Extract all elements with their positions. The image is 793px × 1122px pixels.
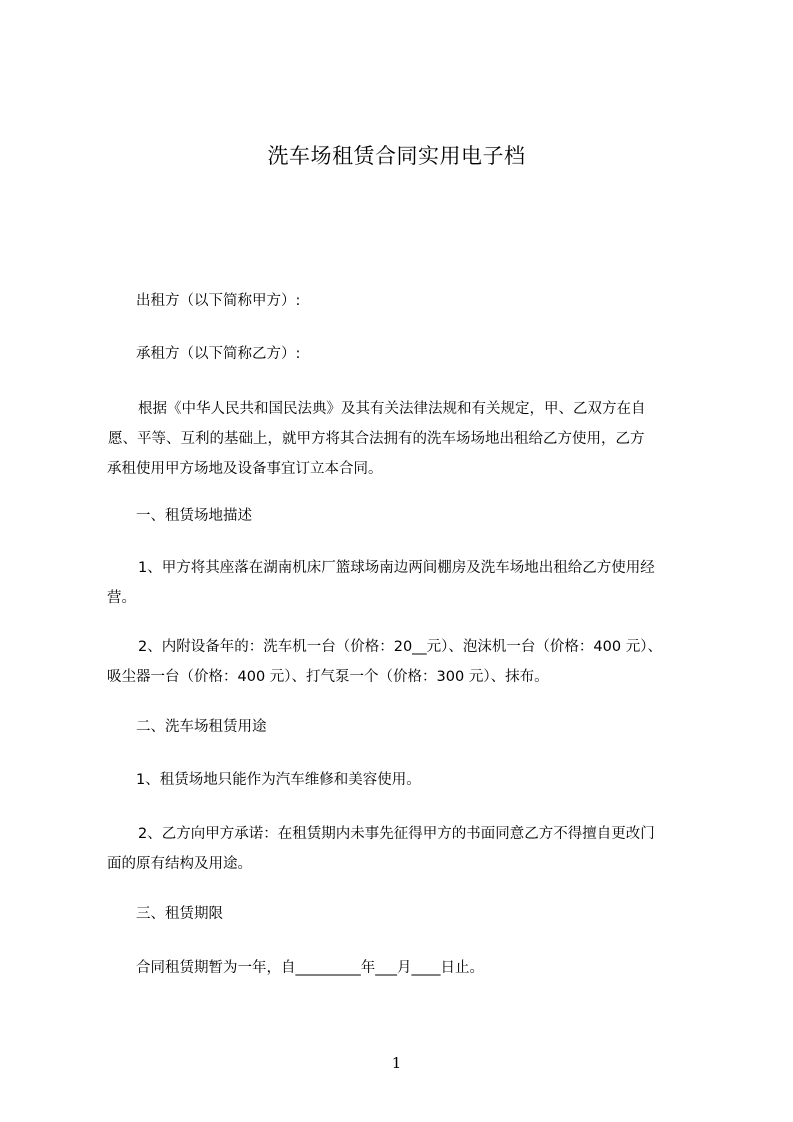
section1-item1-line: 1、甲方将其座落在湖南机床厂篮球场南边两间棚房及洗车场地出租给乙方使用经 — [138, 560, 655, 576]
section1-item2-line: 2、内附设备年的：洗车机一台（价格：20__元）、泡沫机一台（价格：400 元）、 — [138, 639, 662, 655]
section2-item2 — [107, 819, 699, 879]
lessee-line: 承租方（以下简称乙方）: — [136, 346, 301, 362]
page-number: 1 — [391, 1054, 402, 1072]
preamble-line: 根据《中华人民共和国民法典》及其有关法律法规和有关规定，甲、乙双方在自 — [138, 401, 646, 417]
section2-item1: 1、租赁场地只能作为汽车维修和美容使用。 — [136, 772, 421, 788]
preamble-paragraph — [107, 394, 699, 484]
preamble-line: 愿、平等、互利的基础上，就甲方将其合法拥有的洗车场场地出租给乙方使用，乙方 — [108, 431, 645, 447]
section1-item2 — [107, 632, 699, 692]
lessor-line: 出租方（以下简称甲方）: — [136, 293, 301, 309]
section3-heading: 三、租赁期限 — [136, 906, 223, 922]
document-title: 洗车场租赁合同实用电子档 — [267, 144, 526, 168]
section3-term: 合同租赁期暂为一年，自_________年___月____日止。 — [136, 960, 484, 976]
section1-item1-line: 营。 — [107, 590, 136, 606]
section1-item2-line: 吸尘器一台（价格：400 元）、打气泵一个（价格：300 元）、抹布。 — [107, 669, 549, 685]
preamble-line: 承租使用甲方场地及设备事宜订立本合同。 — [107, 461, 383, 477]
section2-item2-line: 面的原有结构及用途。 — [107, 856, 252, 872]
section2-heading: 二、洗车场租赁用途 — [136, 719, 267, 735]
section2-item2-line: 2、乙方向甲方承诺：在租赁期内未事先征得甲方的书面同意乙方不得擅自更改门 — [138, 826, 655, 842]
section1-heading: 一、租赁场地描述 — [136, 508, 252, 524]
section1-item1 — [107, 553, 699, 613]
